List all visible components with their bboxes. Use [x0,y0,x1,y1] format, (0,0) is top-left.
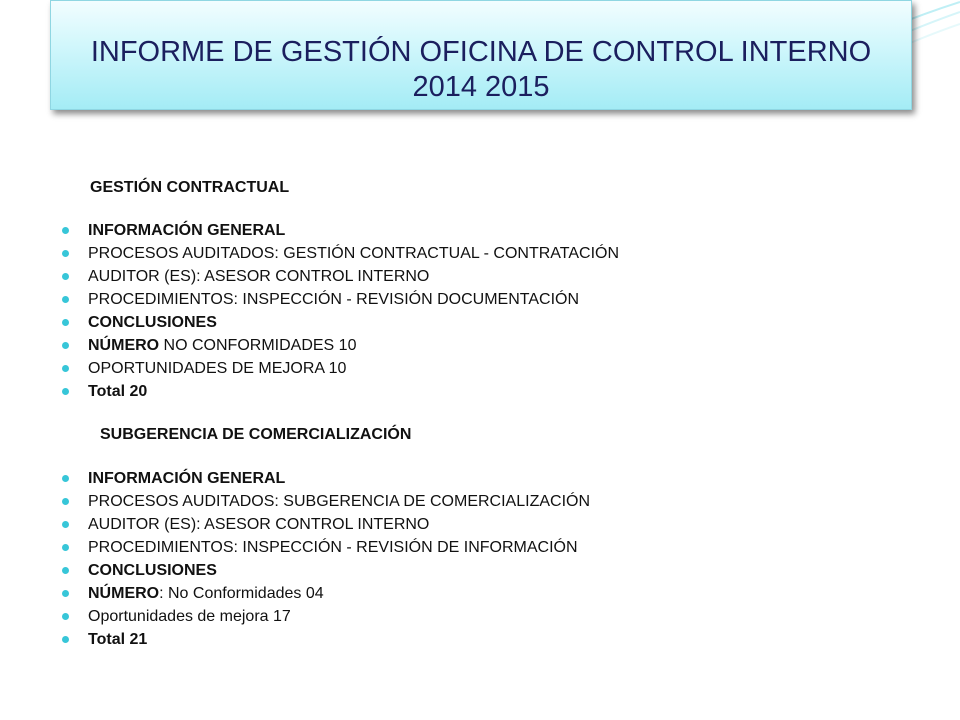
bullet-icon [62,498,69,505]
list-item: PROCESOS AUDITADOS: GESTIÓN CONTRACTUAL - CONTRATACIÓN [62,242,619,265]
section-heading-contractual: GESTIÓN CONTRACTUAL [90,179,290,196]
title-line-1: INFORME DE GESTIÓN OFICINA DE CONTROL INTERNO [90,36,872,68]
bullet-icon [62,388,69,395]
bullet-icon [62,590,69,597]
bullet-icon [62,544,69,551]
bullet-icon [62,567,69,574]
list-item: Oportunidades de mejora 17 [62,605,590,628]
section-list-comercializacion [62,467,590,651]
list-item: INFORMACIÓN GENERAL [62,467,590,490]
title-line-2: 2014 2015 [412,71,550,103]
bullet-icon [62,227,69,234]
list-item: NÚMERO: No Conformidades 04 [62,582,590,605]
list-item: NÚMERO NO CONFORMIDADES 10 [62,334,619,357]
list-item: CONCLUSIONES [62,311,619,334]
bullet-icon [62,296,69,303]
list-item: OPORTUNIDADES DE MEJORA 10 [62,357,619,380]
list-item: Total 20 [62,380,619,403]
bullet-icon [62,521,69,528]
list-item: AUDITOR (ES): ASESOR CONTROL INTERNO [62,265,619,288]
bullet-icon [62,319,69,326]
list-item: AUDITOR (ES): ASESOR CONTROL INTERNO [62,513,590,536]
bullet-icon [62,475,69,482]
list-item: PROCESOS AUDITADOS: SUBGERENCIA DE COMERCIALIZACIÓN [62,490,590,513]
bullet-icon [62,636,69,643]
bullet-icon [62,250,69,257]
bullet-icon [62,342,69,349]
list-item: Total 21 [62,628,590,651]
section-list-contractual [62,219,619,403]
title-banner [50,0,912,110]
list-item: INFORMACIÓN GENERAL [62,219,619,242]
section-heading-comercializacion: SUBGERENCIA DE COMERCIALIZACIÓN [100,426,412,443]
list-item: PROCEDIMIENTOS: INSPECCIÓN - REVISIÓN DE INFORMACIÓN [62,536,590,559]
bullet-icon [62,613,69,620]
list-item: CONCLUSIONES [62,559,590,582]
bullet-icon [62,273,69,280]
list-item: PROCEDIMIENTOS: INSPECCIÓN - REVISIÓN DOCUMENTACIÓN [62,288,619,311]
bullet-icon [62,365,69,372]
